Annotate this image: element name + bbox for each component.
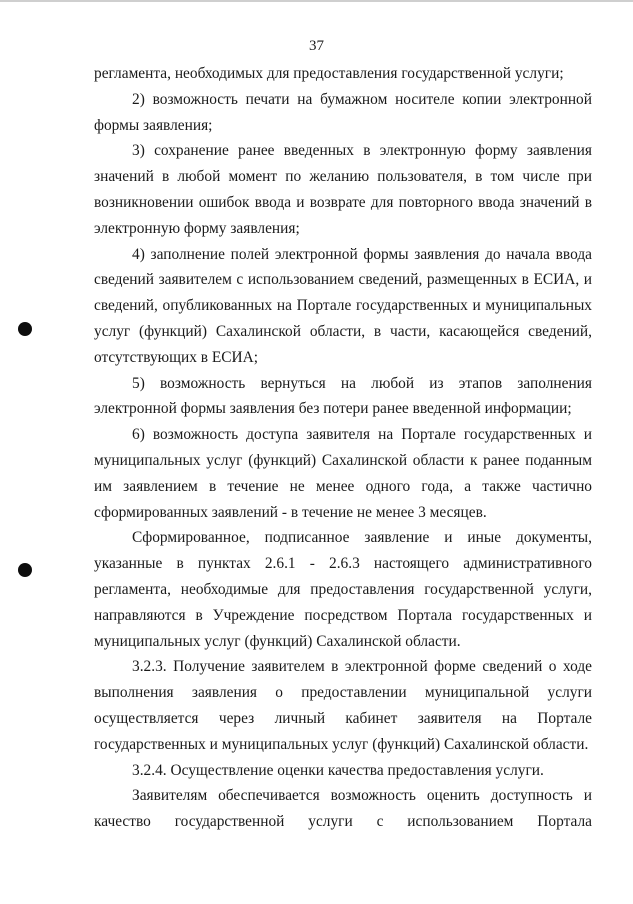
paragraph-continuation: регламента, необходимых для предоставления государственной услуги; xyxy=(94,65,564,82)
document-body xyxy=(94,61,592,835)
binder-hole-mark-bottom xyxy=(18,563,32,577)
paragraph-3-2-4: 3.2.4. Осуществление оценки качества предоставления услуги. xyxy=(132,761,544,779)
binder-hole-mark-top xyxy=(18,322,32,336)
paragraph-item-3: 3) сохранение ранее введенных в электронную форму заявления значений в любой момент по желанию пользователя, в том числе при возникновении ошибок ввода и возврате для повторного ввода значений в электронную форму заявления; xyxy=(94,142,592,237)
paragraph-item-4: 4) заполнение полей электронной формы заявления до начала ввода сведений заявителем с использованием сведений, размещенных в ЕСИА, и сведений, опубликованных на Портале государственных и муниципальных услуг (функций) Сахалинской области, в части, касающейся сведений, отсутствующих в ЕСИА; xyxy=(94,245,592,366)
paragraph-item-5: 5) возможность вернуться на любой из этапов заполнения электронной формы заявления без потери ранее введенной информации; xyxy=(94,374,592,418)
paragraph-item-2: 2) возможность печати на бумажном носителе копии электронной формы заявления; xyxy=(94,90,592,134)
page-number: 37 xyxy=(309,38,324,54)
paragraph-submission: Сформированное, подписанное заявление и иные документы, указанные в пунктах 2.6.1 - 2.6.3 настоящего административного регламента, необходимые для предоставления государственной услуги, направляются в Учреждение посредством Портала государственных и муниципальных услуг (функций) Сахалинской области. xyxy=(94,529,592,650)
paragraph-item-6: 6) возможность доступа заявителя на Портале государственных и муниципальных услуг (функций) Сахалинской области к ранее поданным им заявлением в течение не менее одного года, а также частично сформированных заявлений - в течение не менее 3 месяцев. xyxy=(94,426,592,521)
page-top-edge xyxy=(0,0,633,2)
paragraph-3-2-3: 3.2.3. Получение заявителем в электронной форме сведений о ходе выполнения заявления о предоставлении муниципальной услуги осуществляется через личный кабинет заявителя на Портале государственных и муниципальных услуг (функций) Сахалинской области. xyxy=(94,658,592,753)
paragraph-quality-assessment: Заявителям обеспечивается возможность оценить доступность и качество государственной услуги с использованием Портала xyxy=(94,787,592,831)
